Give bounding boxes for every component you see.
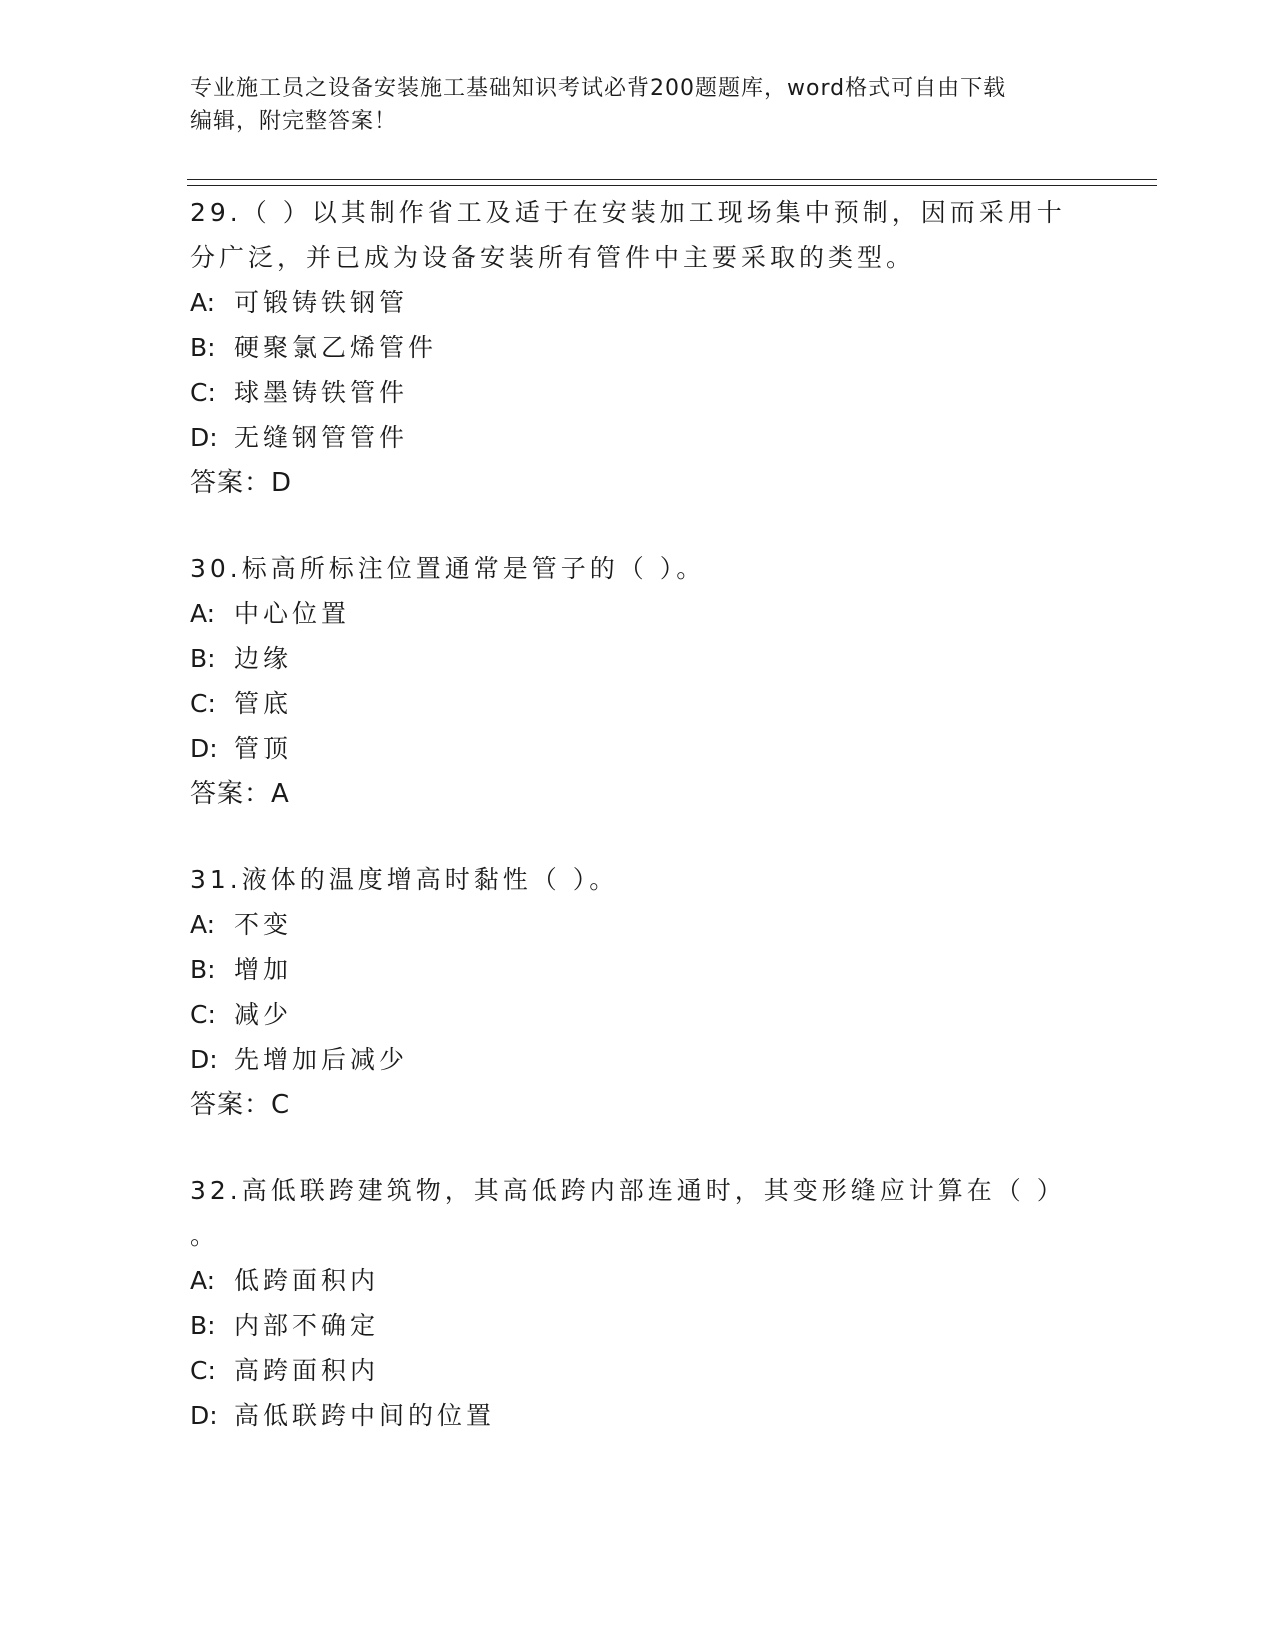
question-stem: 31.液体的温度增高时黏性（ ）。 — [190, 865, 619, 894]
answer-line: 答案：A — [190, 779, 290, 809]
question-31 — [190, 857, 1090, 1128]
option-text: 中心位置 — [234, 599, 351, 628]
question-stem: 29.（ ）以其制作省工及适于在安装加工现场集中预制，因而采用十 — [190, 198, 1066, 227]
option-letter: B: — [190, 333, 216, 362]
option-c — [190, 992, 1090, 1037]
option-text: 低跨面积内 — [234, 1266, 380, 1295]
option-text: 无缝钢管管件 — [234, 423, 409, 452]
option-a — [190, 280, 1090, 325]
option-text: 边缘 — [234, 644, 293, 673]
question-32 — [190, 1168, 1090, 1438]
option-d — [190, 726, 1090, 771]
answer-line: 答案：C — [190, 1090, 291, 1120]
option-text: 内部不确定 — [234, 1311, 380, 1340]
option-letter: A: — [190, 1266, 216, 1295]
question-stem: 32.高低联跨建筑物，其高低跨内部连通时，其变形缝应计算在（ ） — [190, 1176, 1066, 1205]
option-b — [190, 325, 1090, 370]
question-stem-continued: 。 — [190, 1221, 220, 1250]
question-list — [190, 190, 1090, 1478]
option-c — [190, 370, 1090, 415]
option-text: 减少 — [234, 1000, 293, 1029]
option-d — [190, 1037, 1090, 1082]
option-c — [190, 1348, 1090, 1393]
option-letter: B: — [190, 644, 216, 673]
option-text: 管顶 — [234, 734, 293, 763]
question-30 — [190, 546, 1090, 817]
option-letter: D: — [190, 734, 218, 763]
option-letter: D: — [190, 1045, 218, 1074]
option-text: 高跨面积内 — [234, 1356, 380, 1385]
option-text: 增加 — [234, 955, 293, 984]
question-stem-continued: 分广泛，并已成为设备安装所有管件中主要采取的类型。 — [190, 243, 916, 272]
option-letter: A: — [190, 288, 216, 317]
header-line-1: 专业施工员之设备安装施工基础知识考试必背200题题库，word格式可自由下载 — [190, 76, 1007, 101]
option-text: 高低联跨中间的位置 — [234, 1401, 496, 1430]
option-text: 不变 — [234, 910, 293, 939]
option-text: 管底 — [234, 689, 293, 718]
option-letter: D: — [190, 423, 218, 452]
option-d — [190, 1393, 1090, 1438]
option-letter: C: — [190, 378, 216, 407]
option-a — [190, 902, 1090, 947]
option-letter: B: — [190, 1311, 216, 1340]
option-b — [190, 947, 1090, 992]
option-letter: A: — [190, 910, 216, 939]
answer-line: 答案：D — [190, 468, 293, 498]
option-a — [190, 1258, 1090, 1303]
document-header — [190, 72, 1090, 138]
option-d — [190, 415, 1090, 460]
option-b — [190, 1303, 1090, 1348]
option-text: 球墨铸铁管件 — [234, 378, 409, 407]
option-letter: D: — [190, 1401, 218, 1430]
option-c — [190, 681, 1090, 726]
question-stem: 30.标高所标注位置通常是管子的（ ）。 — [190, 554, 706, 583]
question-29 — [190, 190, 1090, 506]
option-b — [190, 636, 1090, 681]
option-letter: C: — [190, 1356, 216, 1385]
option-text: 先增加后减少 — [234, 1045, 409, 1074]
header-divider-bottom — [187, 185, 1157, 186]
option-letter: B: — [190, 955, 216, 984]
option-text: 硬聚氯乙烯管件 — [234, 333, 438, 362]
option-text: 可锻铸铁钢管 — [234, 288, 409, 317]
option-a — [190, 591, 1090, 636]
option-letter: A: — [190, 599, 216, 628]
option-letter: C: — [190, 1000, 216, 1029]
option-letter: C: — [190, 689, 216, 718]
header-divider-top — [187, 179, 1157, 180]
header-line-2: 编辑，附完整答案！ — [190, 109, 398, 134]
